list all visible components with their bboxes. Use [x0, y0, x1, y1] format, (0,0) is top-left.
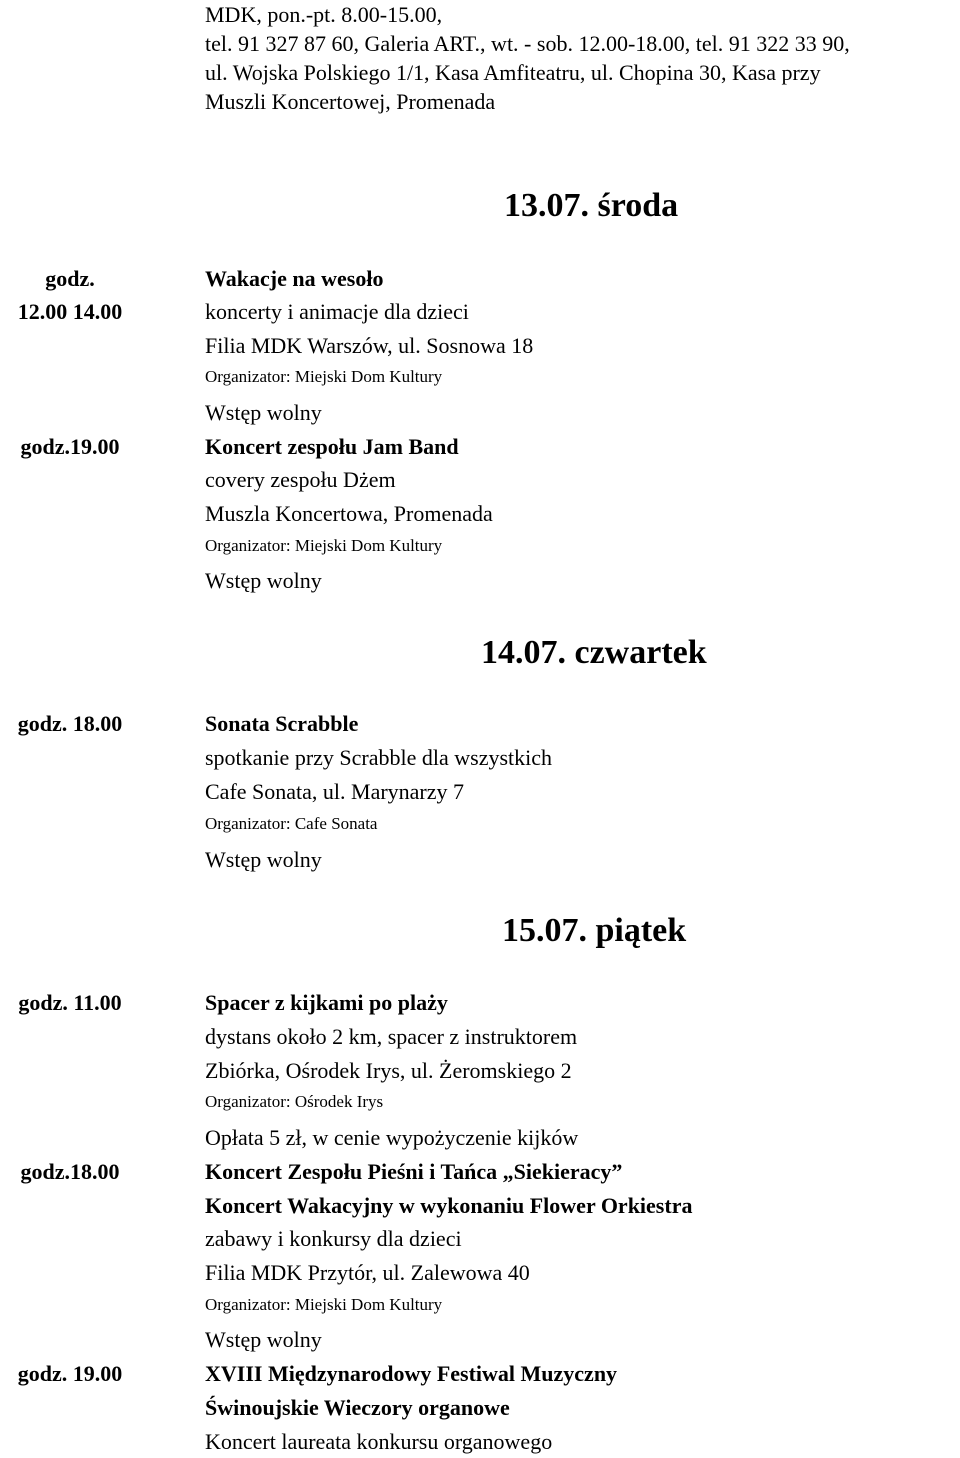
event-title: Wakacje na wesoło	[205, 266, 384, 291]
intro-info	[205, 0, 945, 116]
event-time: godz. 19.00	[17, 1361, 123, 1386]
event-line: dystans około 2 km, spacer z instruktorem	[205, 1024, 578, 1049]
event-line: Filia MDK Przytór, ul. Zalewowa 40	[205, 1260, 530, 1285]
event-time: godz. 11.00	[18, 990, 122, 1015]
event-organizer: Organizator: Cafe Sonata	[205, 814, 378, 833]
event-line: koncerty i animacje dla dzieci	[205, 299, 469, 324]
event-organizer: Organizator: Ośrodek Irys	[205, 1092, 384, 1111]
event-line: zabawy i konkursy dla dzieci	[205, 1226, 462, 1251]
event-organizer: Organizator: Miejski Dom Kultury	[205, 367, 443, 386]
event-entry: Wstęp wolny	[205, 1327, 322, 1352]
event-time: godz.18.00	[20, 1159, 120, 1184]
intro-line: MDK, pon.-pt. 8.00-15.00,	[205, 2, 443, 27]
event-organizer: Organizator: Miejski Dom Kultury	[205, 1295, 443, 1314]
event-title: Sonata Scrabble	[205, 711, 359, 736]
event-time: godz. 18.00	[17, 711, 123, 736]
event-line: Zbiórka, Ośrodek Irys, ul. Żeromskiego 2	[205, 1058, 572, 1083]
event-entry: Wstęp wolny	[205, 847, 322, 872]
event-title: XVIII Międzynarodowy Festiwal Muzyczny	[205, 1361, 618, 1386]
event-title: Koncert zespołu Jam Band	[205, 434, 459, 459]
event-line: Koncert laureata konkursu organowego	[205, 1429, 553, 1454]
intro-line: Muszli Koncertowej, Promenada	[205, 89, 496, 114]
event-time: 12.00 14.00	[17, 299, 123, 324]
event-title: Świnoujskie Wieczory organowe	[205, 1395, 510, 1420]
event-line: spotkanie przy Scrabble dla wszystkich	[205, 745, 553, 770]
event-entry: Wstęp wolny	[205, 568, 322, 593]
event-line: Cafe Sonata, ul. Marynarzy 7	[205, 779, 465, 804]
event-time: godz.	[45, 266, 95, 291]
event-organizer: Organizator: Miejski Dom Kultury	[205, 536, 443, 555]
day-heading: 15.07. piątek	[502, 912, 687, 949]
day-heading: 13.07. środa	[504, 187, 679, 224]
event-line: Muszla Koncertowa, Promenada	[205, 501, 493, 526]
event-entry: Opłata 5 zł, w cenie wypożyczenie kijków	[205, 1125, 579, 1150]
intro-line: tel. 91 327 87 60, Galeria ART., wt. - sob. 12.00-18.00, tel. 91 322 33 90,	[205, 31, 850, 56]
event-time: godz.19.00	[20, 434, 120, 459]
event-entry: Wstęp wolny	[205, 400, 322, 425]
event-title: Spacer z kijkami po plaży	[205, 990, 448, 1015]
event-title: Koncert Zespołu Pieśni i Tańca „Siekieracy”	[205, 1159, 623, 1184]
day-heading: 14.07. czwartek	[481, 634, 707, 671]
event-line: Filia MDK Warszów, ul. Sosnowa 18	[205, 333, 534, 358]
event-title: Koncert Wakacyjny w wykonaniu Flower Orkiestra	[205, 1193, 693, 1218]
event-line: covery zespołu Dżem	[205, 467, 396, 492]
intro-line: ul. Wojska Polskiego 1/1, Kasa Amfiteatru, ul. Chopina 30, Kasa przy	[205, 60, 821, 85]
